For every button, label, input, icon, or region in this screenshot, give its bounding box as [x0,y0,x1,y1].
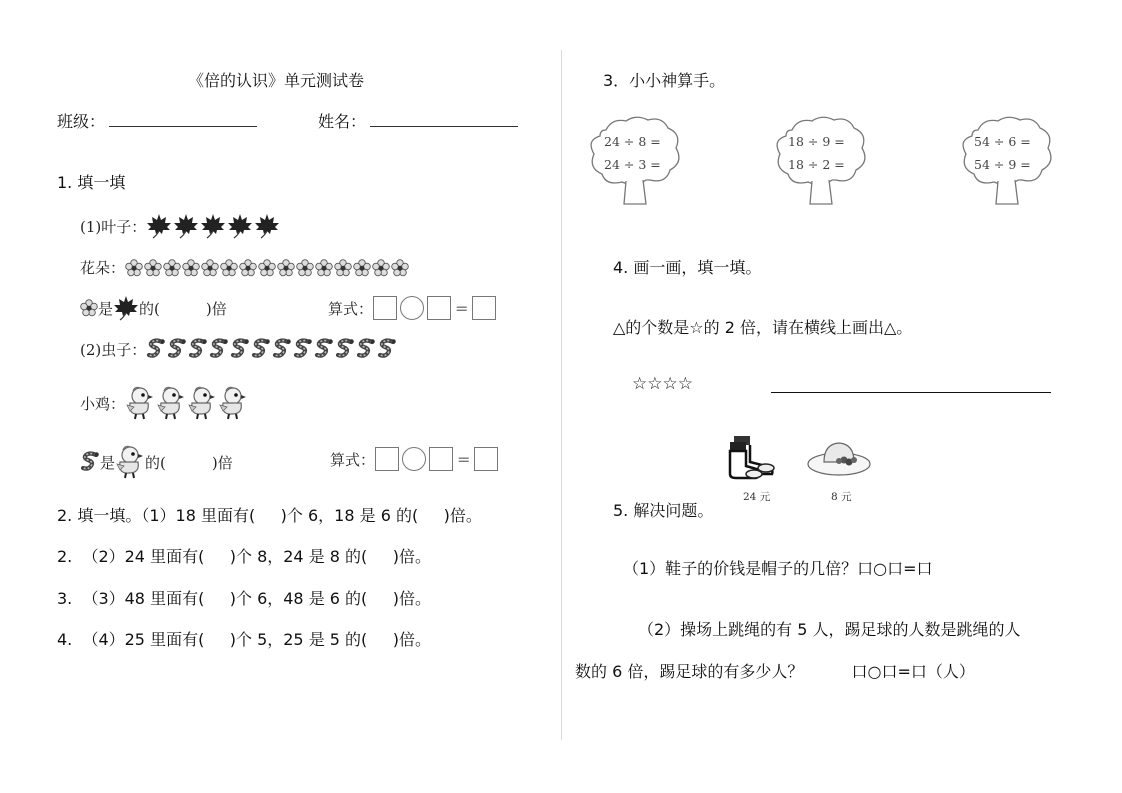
q5-sub2-line2 [575,659,975,682]
chick-icon [156,385,186,421]
boots-price: 24 元 [743,491,771,503]
flower-icon [258,259,276,277]
triangle-drawing-line[interactable] [771,392,1051,393]
flower-icon [201,259,219,277]
tree-equation-2: 24 ÷ 3 = [604,157,661,172]
tree-equation-2: 18 ÷ 2 = [788,157,845,172]
leaf-icon [227,213,253,239]
q5-sub2-formula[interactable]: 口○口=口（人） [851,662,975,681]
worm-icon [293,338,313,360]
worm-icon [146,338,166,360]
operator-circle[interactable] [402,447,426,471]
worm-icon [314,338,334,360]
compare-is-text: 是 [98,299,114,318]
leaf-label: (1)叶子： [80,217,147,236]
page-title: 《倍的认识》单元测试卷 [188,71,365,90]
compare-of-text: 的( [139,299,160,318]
flower-icon [144,259,162,277]
chick-row [80,385,248,421]
flower-icon [163,259,181,277]
boots-image [726,434,778,480]
flower-icon [334,259,352,277]
worm-icon [188,338,208,360]
q5-sub1: （1）鞋子的价钱是帽子的几倍？口○口=口 [623,559,933,578]
flower-icon [277,259,295,277]
leaf-icon [254,213,280,239]
worm-row [80,338,397,360]
leaf-icon [146,213,172,239]
math-tree-3 [958,112,1058,208]
math-tree-1 [586,112,686,208]
chick-icon [125,385,155,421]
leaf-icons [146,213,280,239]
name-label: 姓名： [318,112,367,131]
chick-label: 小鸡： [80,394,126,413]
hat-price: 8 元 [831,491,852,503]
q5-heading: 5. 解决问题。 [613,501,714,520]
part2-compare-row [80,444,233,480]
formula-label: 算式： [328,299,374,318]
worm-label: (2)虫子： [80,340,147,359]
class-field [57,109,257,132]
tree-equation-1: 18 ÷ 9 = [788,134,845,149]
worm-icons [146,338,397,360]
formula-result-box[interactable] [472,296,496,320]
compare-is-text: 是 [100,453,116,472]
formula-box-1[interactable] [375,447,399,471]
flower-icons [125,259,409,277]
flower-row [80,257,409,278]
operator-circle[interactable] [400,296,424,320]
formula-box-2[interactable] [429,447,453,471]
tree-equation-1: 24 ÷ 8 = [604,134,661,149]
q3-heading: 3．小小神算手。 [603,71,726,90]
flower-icon [372,259,390,277]
tree-equation-1: 54 ÷ 6 = [974,134,1031,149]
chick-icon [187,385,217,421]
boots-icon [726,434,778,480]
leaf-icon [173,213,199,239]
q2-line-3: 3. （3）48 里面有( )个 6，48 是 6 的( )倍。 [57,589,431,608]
chick-icon [218,385,248,421]
worm-icon [356,338,376,360]
math-tree-2 [772,112,872,208]
flower-icon [182,259,200,277]
flower-icon [296,259,314,277]
q4-instruction: △的个数是☆的 2 倍，请在横线上画出△。 [613,318,913,337]
part1-compare-row [80,295,227,321]
formula-result-box[interactable] [474,447,498,471]
flower-icon [80,299,98,317]
part1-formula [328,296,496,320]
q5-sub2-line1: （2）操场上跳绳的有 5 人，踢足球的人数是跳绳的人 [638,620,1021,639]
q2-line-1: 2. 填一填。（1）18 里面有( )个 6，18 是 6 的( )倍。 [57,506,482,525]
flower-label: 花朵： [80,259,126,277]
compare-times-text: )倍 [211,453,233,472]
flower-icon [220,259,238,277]
page-divider [561,50,562,740]
chick-icon [115,444,145,480]
worm-icon [272,338,292,360]
worm-icon [251,338,271,360]
compare-times-text: )倍 [205,299,227,318]
q1-heading: 1. 填一填 [57,173,126,192]
name-field [318,109,518,132]
equals-sign: = [457,449,471,469]
part2-formula [330,447,498,471]
leaf-icon [200,213,226,239]
flower-icon [315,259,333,277]
equals-sign: = [455,298,469,318]
q5-sub2-question: 数的 6 倍，踢足球的有多少人？ [575,662,804,681]
worm-icon [230,338,250,360]
worm-icon [167,338,187,360]
name-input-line[interactable] [370,113,518,127]
q2-line-2: 2. （2）24 里面有( )个 8，24 是 8 的( )倍。 [57,547,431,566]
formula-box-2[interactable] [427,296,451,320]
worm-icon [377,338,397,360]
hat-image [806,438,872,478]
worm-icon [80,451,100,473]
flower-icon [353,259,371,277]
chick-icons [125,385,248,421]
formula-label: 算式： [330,450,376,469]
leaf-row [80,213,280,239]
leaf-icon [113,295,139,321]
q4-heading: 4. 画一画，填一填。 [613,258,762,277]
compare-of-text: 的( [145,453,166,472]
worm-icon [209,338,229,360]
worm-icon [335,338,355,360]
class-input-line[interactable] [109,113,257,127]
flower-icon [391,259,409,277]
flower-icon [239,259,257,277]
q2-line-4: 4. （4）25 里面有( )个 5，25 是 5 的( )倍。 [57,630,431,649]
class-label: 班级： [57,112,106,131]
star-group: ☆☆☆☆ [632,374,693,394]
formula-box-1[interactable] [373,296,397,320]
tree-equation-2: 54 ÷ 9 = [974,157,1031,172]
flower-icon [125,259,143,277]
hat-icon [806,438,872,478]
